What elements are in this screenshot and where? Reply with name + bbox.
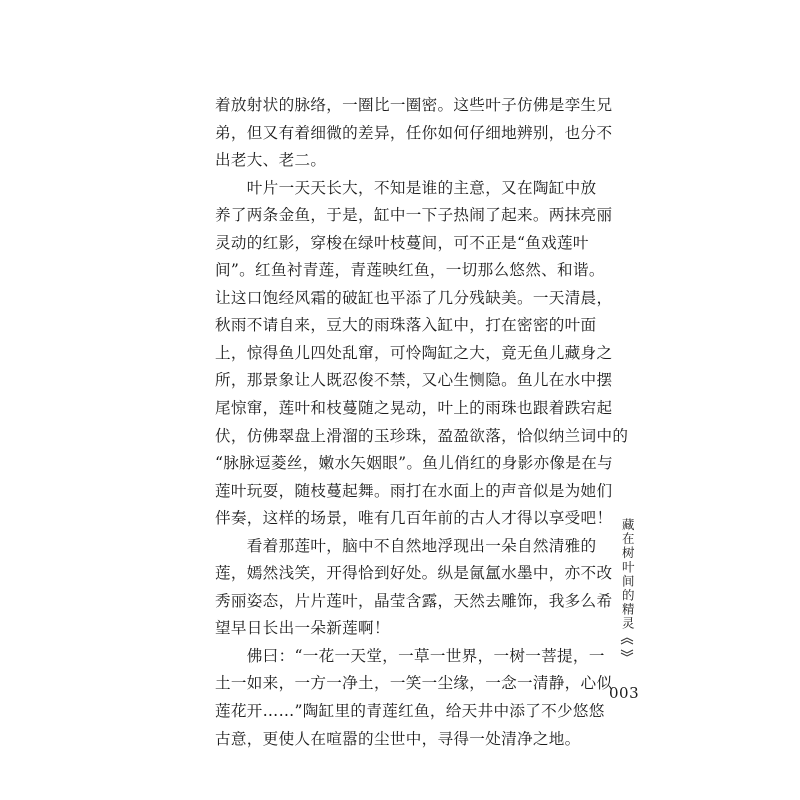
- text-line: 着放射状的脉络，一圈比一圈密。这些叶子仿佛是孪生兄: [215, 96, 613, 114]
- text-line: 叶片一天天长大，不知是谁的主意，又在陶缸中放: [215, 178, 597, 197]
- text-line: 望早日长出一朵新莲啊！: [215, 619, 390, 638]
- text-line: 灵动的红影，穿梭在绿叶枝蔓间，可不正是“鱼戏莲叶: [215, 233, 589, 252]
- text-line: 秀丽姿态，片片莲叶，晶莹含露，天然去雕饰，我多么希: [215, 591, 613, 610]
- text-line: 土一如来，一方一净土，一笑一尘缘，一念一清静，心似: [215, 674, 613, 693]
- text-line: 弟，但又有着细微的差异，任你如何仔细地辨别，也分不: [215, 123, 613, 142]
- text-line: 古意，更使人在喧嚣的尘世中，寻得一处清净之地。: [215, 729, 581, 748]
- text-line: “脉脉逗菱丝，嫩水矢姻眼”。鱼儿俏红的身影亦像是在与: [215, 454, 613, 473]
- text-line: 莲叶玩耍，随枝蔓起舞。雨打在水面上的声音似是为她们: [215, 481, 613, 500]
- text-line: 所，那景象让人既忍俊不禁，又心生恻隐。鱼儿在水中摆: [215, 371, 613, 390]
- text-line: 养了两条金鱼，于是，缸中一下子热闹了起来。两抹亮丽: [215, 206, 613, 225]
- text-line: 出老大、老二。: [215, 151, 327, 170]
- text-line: 莲花开……”陶缸里的青莲红鱼，给天井中添了不少悠悠: [215, 702, 605, 721]
- text-line: 间”。红鱼衬青莲，青莲映红鱼，一切那么悠然、和谐。: [215, 261, 605, 280]
- page-number: 003: [609, 684, 640, 702]
- double-chevron-ornament-icon: [620, 637, 634, 657]
- text-line: 秋雨不请自来，豆大的雨珠落入缸中，打在密密的叶面: [215, 316, 597, 335]
- running-header: [617, 518, 637, 657]
- text-line: 伴奏，这样的场景，唯有几百年前的古人才得以享受吧！: [215, 509, 613, 528]
- text-line: 看着那莲叶，脑中不自然地浮现出一朵自然清雅的: [215, 536, 597, 555]
- text-line: 让这口饱经风霜的破缸也平添了几分残缺美。一天清晨，: [215, 288, 613, 307]
- text-line: 佛曰：“一花一天堂，一草一世界，一树一菩提，一: [215, 646, 605, 665]
- text-line: 莲，嫣然浅笑，开得恰到好处。纵是氤氲水墨中，亦不改: [215, 564, 613, 583]
- text-line: 伏，仿佛翠盘上滑溜的玉珍珠，盈盈欲落，恰似纳兰词中的: [215, 426, 629, 445]
- text-line: 上，惊得鱼儿四处乱窜，可怜陶缸之大，竟无鱼儿藏身之: [215, 343, 613, 362]
- book-title: 藏在树叶间的精灵: [620, 518, 636, 631]
- text-line: 尾惊窜，莲叶和枝蔓随之晃动，叶上的雨珠也跟着跌宕起: [215, 399, 613, 418]
